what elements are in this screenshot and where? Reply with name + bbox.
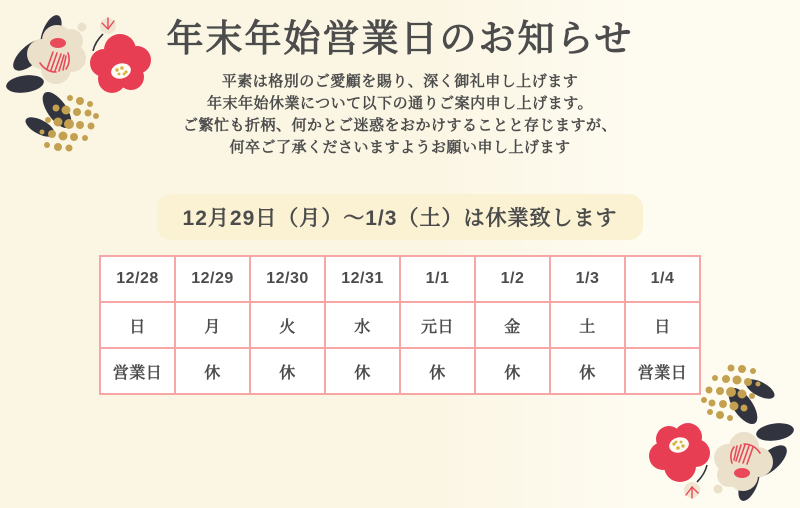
greeting-line-4: 何卒ご了承くださいますようお願い申し上げます xyxy=(229,139,571,156)
weekday-cell: 日 xyxy=(100,302,175,348)
status-cell: 休 xyxy=(250,348,325,394)
cream-flower-stamens xyxy=(731,444,760,478)
date-cell: 1/4 xyxy=(625,256,700,302)
closure-period-banner: 12月29日（月）〜1/3（土）は休業致します xyxy=(157,194,644,240)
status-cell: 休 xyxy=(475,348,550,394)
weekday-cell: 元日 xyxy=(400,302,475,348)
red-flower-pollen xyxy=(672,441,684,450)
weekday-cell: 金 xyxy=(475,302,550,348)
status-cell: 休 xyxy=(325,348,400,394)
weekday-cell: 日 xyxy=(625,302,700,348)
date-row xyxy=(100,256,700,302)
red-flower-center xyxy=(667,435,690,455)
status-cell: 休 xyxy=(175,348,250,394)
date-cell: 12/29 xyxy=(175,256,250,302)
red-camellia-flower xyxy=(649,423,710,482)
weekday-cell: 火 xyxy=(250,302,325,348)
date-cell: 12/28 xyxy=(100,256,175,302)
status-cell: 営業日 xyxy=(100,348,175,394)
greeting-line-3: ご繁忙も折柄、何かとご迷惑をおかけすることと存じますが、 xyxy=(182,117,617,134)
date-cell: 1/2 xyxy=(475,256,550,302)
closure-banner-row xyxy=(0,194,800,240)
schedule-table xyxy=(99,255,701,395)
bud-stem xyxy=(697,465,707,482)
page-title: 年末年始営業日のお知らせ xyxy=(166,18,634,59)
status-cell: 休 xyxy=(400,348,475,394)
flower-bud xyxy=(684,482,700,498)
status-cell: 営業日 xyxy=(625,348,700,394)
date-cell: 12/30 xyxy=(250,256,325,302)
weekday-cell: 月 xyxy=(175,302,250,348)
gold-dots xyxy=(701,365,761,422)
status-cell: 休 xyxy=(550,348,625,394)
date-cell: 1/1 xyxy=(400,256,475,302)
weekday-cell: 土 xyxy=(550,302,625,348)
cream-camellia-flower xyxy=(714,432,773,491)
status-row xyxy=(100,348,700,394)
greeting-text xyxy=(0,71,800,159)
greeting-line-2: 年末年始休業について以下の通りご案内申し上げます。 xyxy=(206,95,593,112)
weekday-row xyxy=(100,302,700,348)
date-cell: 1/3 xyxy=(550,256,625,302)
dark-leaves xyxy=(723,375,795,503)
cream-dot xyxy=(714,485,723,494)
weekday-cell: 水 xyxy=(325,302,400,348)
date-cell: 12/31 xyxy=(325,256,400,302)
greeting-line-1: 平素は格別のご愛顧を賜り、深く御礼申し上げます xyxy=(221,73,579,90)
